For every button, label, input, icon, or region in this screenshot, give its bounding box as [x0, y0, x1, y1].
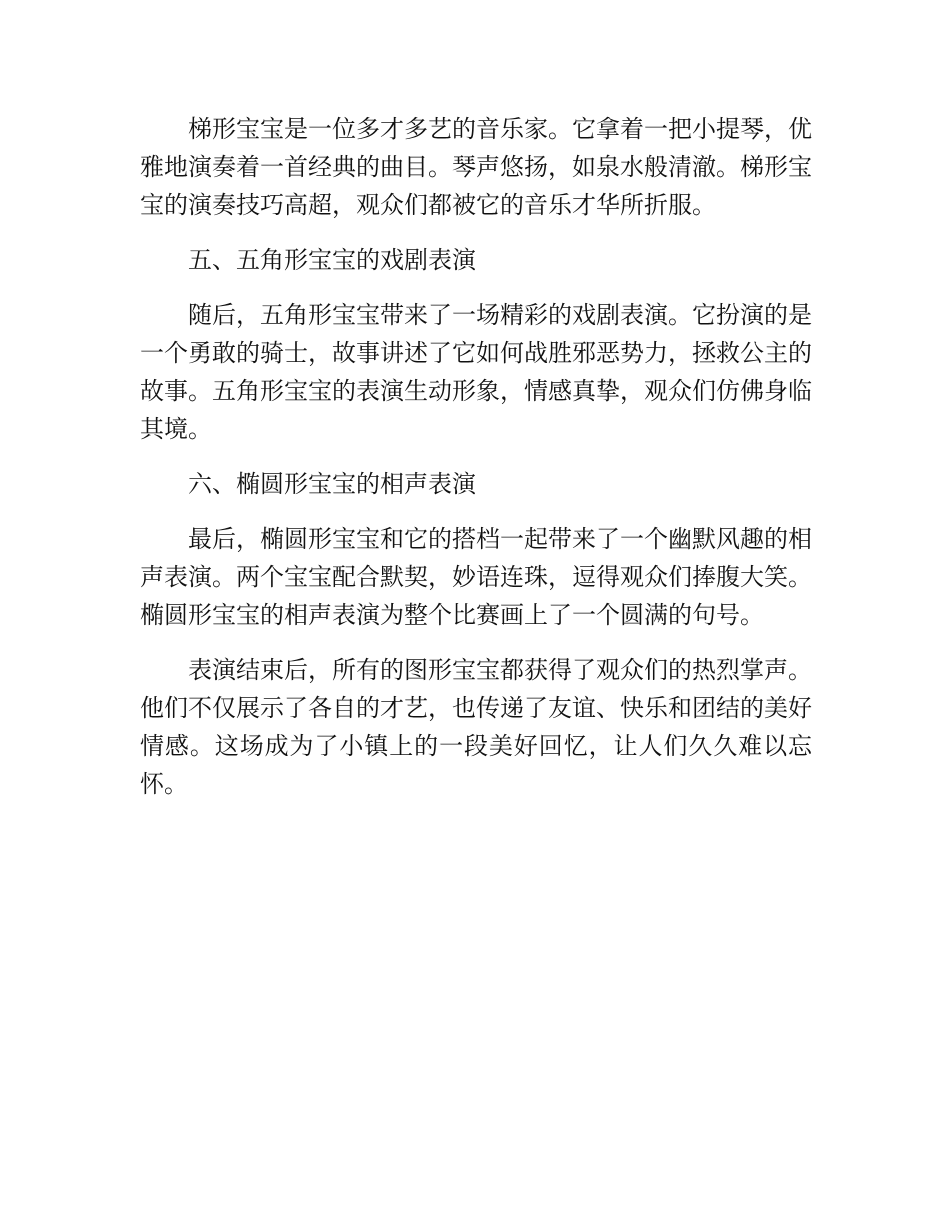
paragraph-ellipse-crosstalk: 最后，椭圆形宝宝和它的搭档一起带来了一个幽默风趣的相声表演。两个宝宝配合默契，妙语连珠，逗得观众们捧腹大笑。椭圆形宝宝的相声表演为整个比赛画上了一个圆满的句号。	[140, 525, 812, 629]
paragraph-trapezoid-music: 梯形宝宝是一位多才多艺的音乐家。它拿着一把小提琴，优雅地演奏着一首经典的曲目。琴声悠扬，如泉水般清澈。梯形宝宝的演奏技巧高超，观众们都被它的音乐才华所折服。	[140, 115, 812, 219]
section-heading-ellipse: 六、椭圆形宝宝的相声表演	[188, 470, 476, 498]
section-heading-pentagon: 五、五角形宝宝的戏剧表演	[188, 246, 476, 274]
paragraph-pentagon-drama: 随后，五角形宝宝带来了一场精彩的戏剧表演。它扮演的是一个勇敢的骑士，故事讲述了它如何战胜邪恶势力，拯救公主的故事。五角形宝宝的表演生动形象，情感真挚，观众们仿佛身临其境。	[140, 301, 812, 443]
document-body	[140, 110, 812, 820]
paragraph-conclusion: 表演结束后，所有的图形宝宝都获得了观众们的热烈掌声。他们不仅展示了各自的才艺，也传递了友谊、快乐和团结的美好情感。这场成为了小镇上的一段美好回忆，让人们久久难以忘怀。	[140, 656, 812, 798]
